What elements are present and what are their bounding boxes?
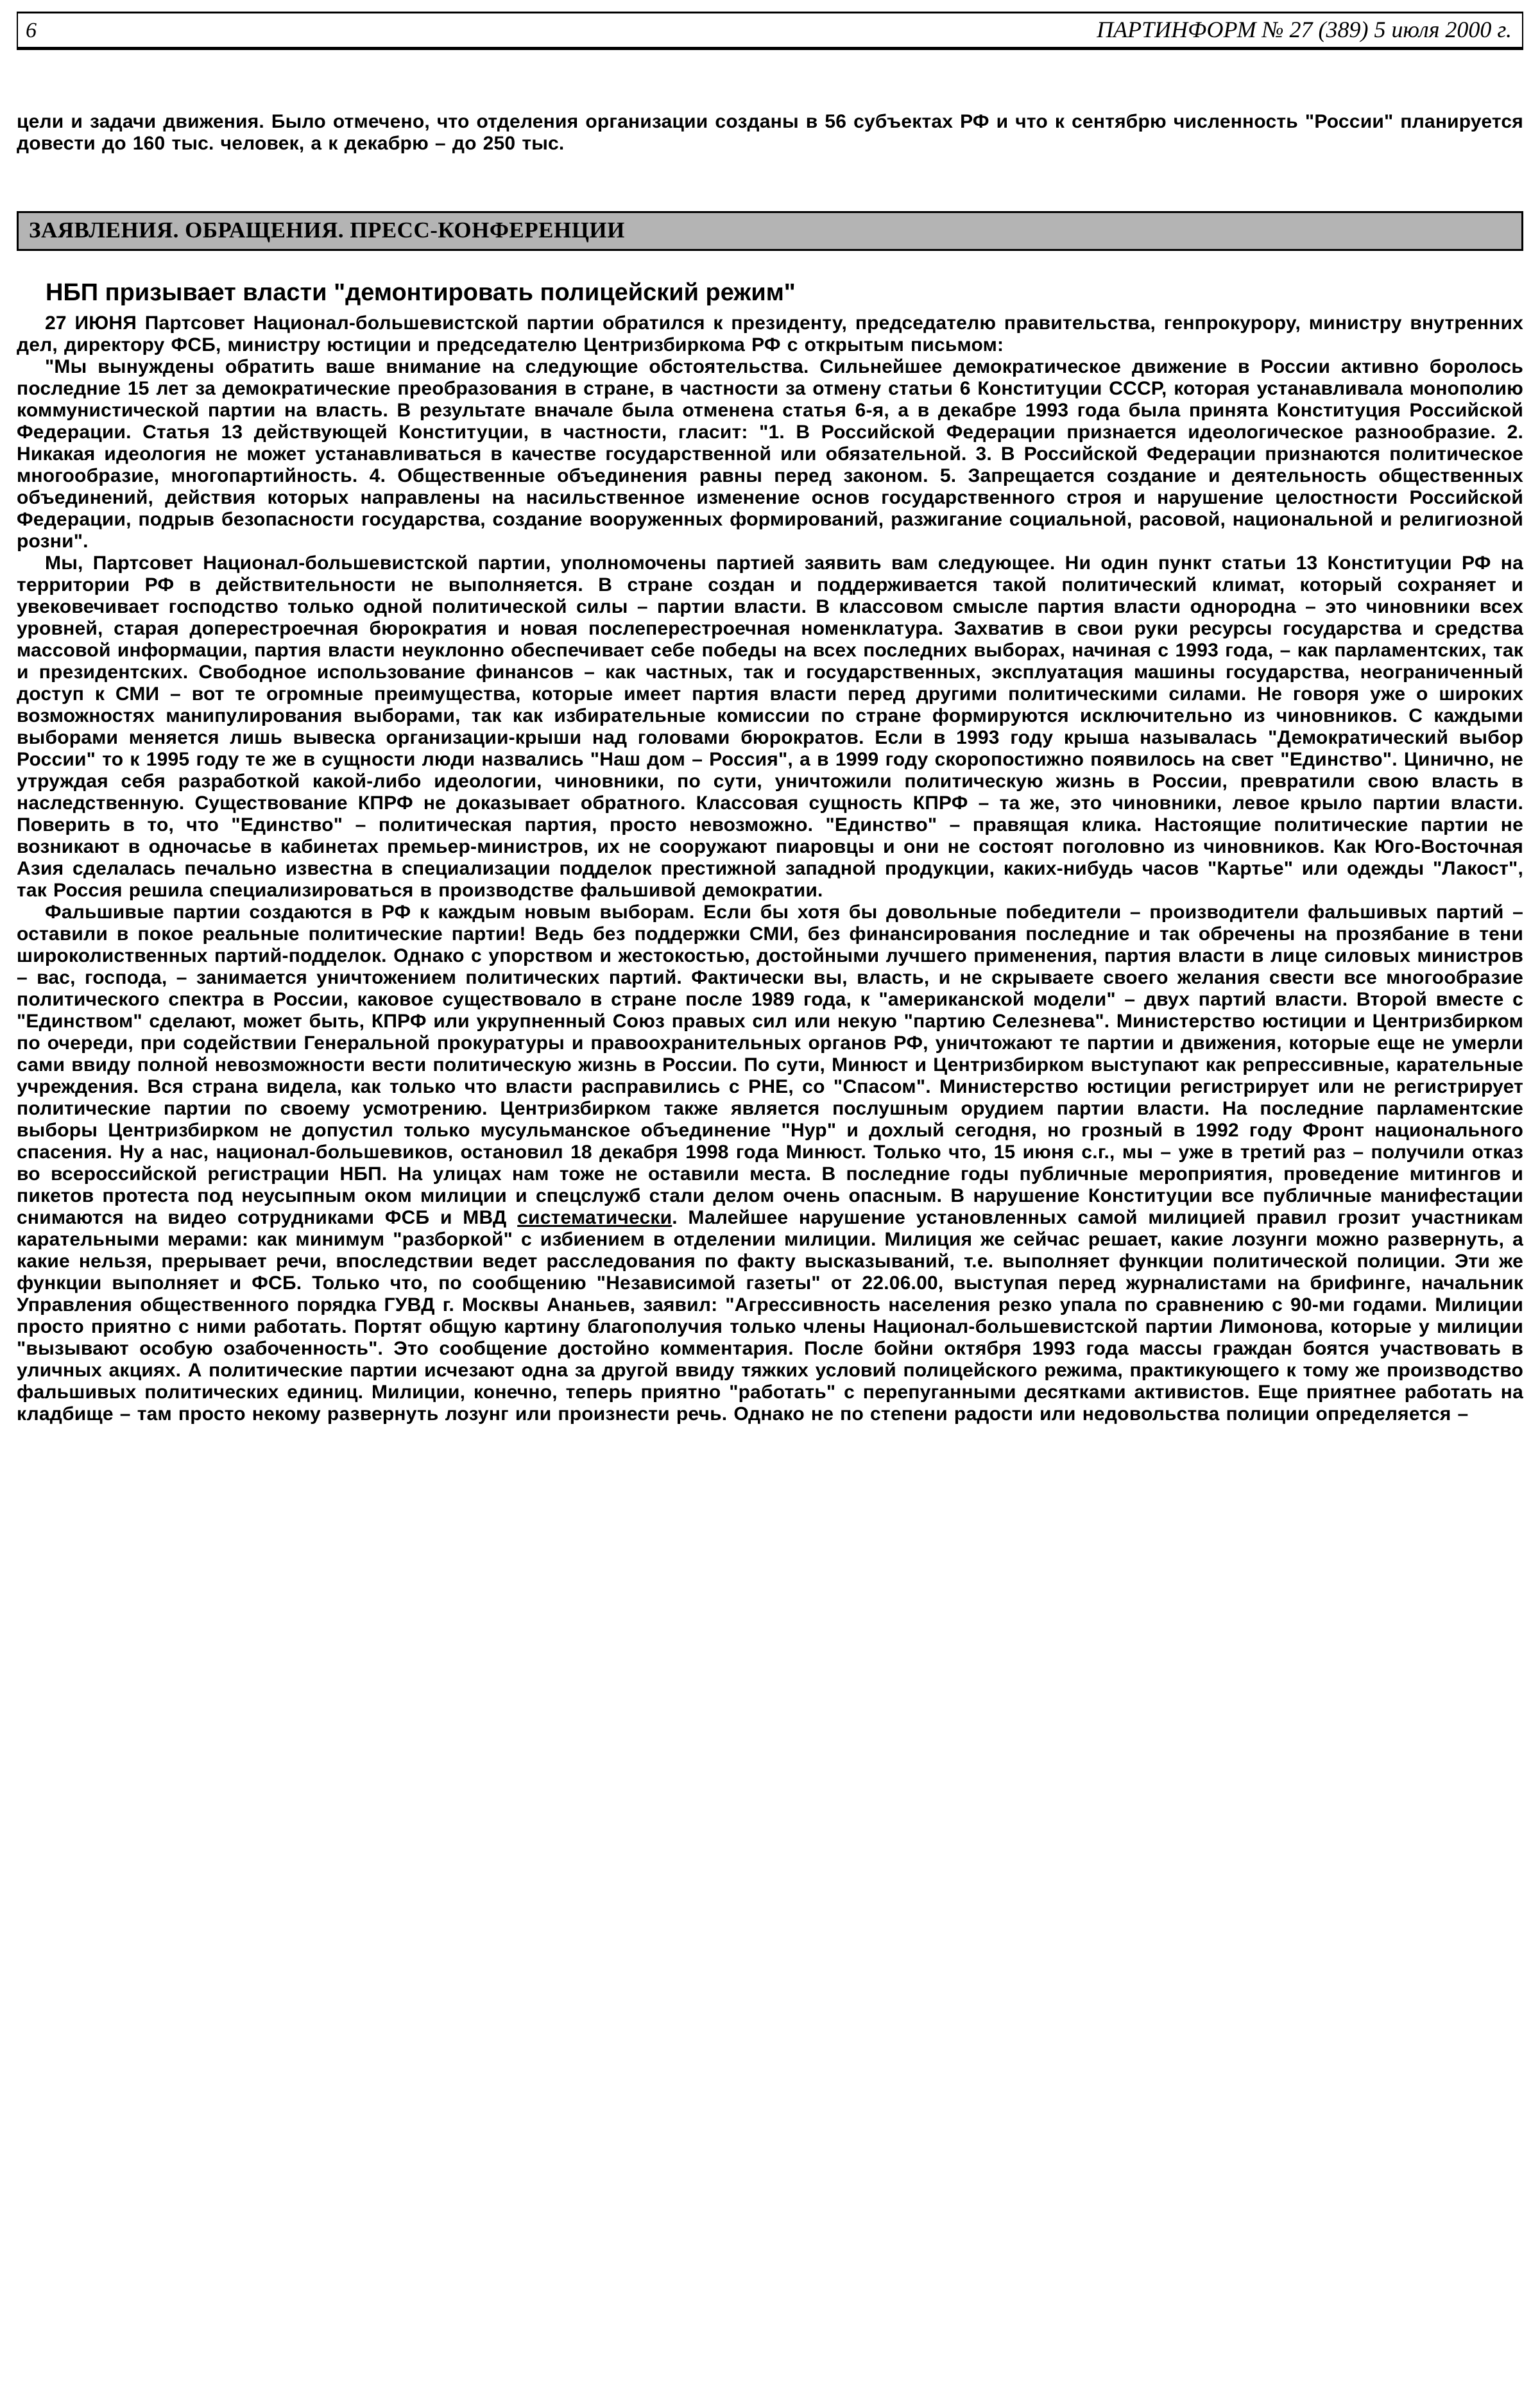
article-headline: НБП призывает власти "демонтировать полицейский режим" xyxy=(46,279,796,306)
page-number: 6 xyxy=(26,19,37,42)
article-paragraph xyxy=(17,313,1523,356)
paragraph-text: Мы, Партсовет Национал-большевистской партии, уполномочены партией заявить вам следующее. Ни один пункт статьи 13 Конституции РФ на территории РФ в действительности не выполняется. В стране создан и поддерживается такой политический климат, который сохраняет и увековечивает господство только одной политической силы – партии власти. В классовом смысле партия власти однородна – это чиновники всех уровней, старая доперестроечная бюрократия и новая послеперестроечная номенклатура. Захватив в свои руки ресурсы государства и средства массовой информации, партия власти неуклонно обеспечивает себе победы на всех последних выборах, начиная с 1993 года, – как парламентских, так и президентских. Свободное использование финансов – как частных, так и государственных, эксплуатация машины государства, неограниченный доступ к СМИ – вот те огромные преимущества, которые имеет партия власти перед другими политическими силами. Не говоря уже о широких возможностях манипулирования выборами, так как избирательные комиссии по стране формируются исключительно из чиновников. С каждыми выборами меняется лишь вывеска организации-крыши над головами бюрократов. Если в 1993 году крыша называлась "Демократический выбор России" то к 1995 году те же в сущности люди назвались "Наш дом – Россия", а в 1999 году скоропостижно появилось на свет "Единство". Цинично, не утруждая себя разработкой какой-либо идеологии, чиновники, по сути, уничтожили политическую жизнь в России, превратили свою власть в наследственную. Существование КПРФ не доказывает обратного. Классовая сущность КПРФ – та же, это чиновники, левое крыло партии власти. Поверить в то, что "Единство" – политическая партия, просто невозможно. "Единство" – правящая клика. Настоящие политические партии не возникают в одночасье в кабинетах премьер-министров, их не сооружают пиаровцы и они не состоят поголовно из чиновников. Как Юго-Восточная Азия сделалась печально известна в специализации подделок престижной западной продукции, каких-нибудь часов "Картье" или одежды "Лакост", так Россия решила специализироваться в производстве фальшивой демократии. xyxy=(17,553,1523,901)
paragraph-text: Фальшивые партии создаются в РФ к каждым новым выборам. Если бы хотя бы довольные победители – производители фальшивых партий – оставили в покое реальные политические партии! Ведь без поддержки СМИ, без финансирования последние и так обречены на прозябание в тени широколиственных партий-подделок. Однако с упорством и жестокостью, достойными лучшего применения, партия власти в лице силовых министров – вас, господа, – занимается уничтожением политических партий. Фактически вы, власть, и не скрываете своего желания свести все многообразие политического спектра в России, каковое существовало в стране после 1989 года, к "американской модели" – двух партий власти. Второй вместе с "Единством" сделают, может быть, КПРФ или укрупненный Союз правых сил или некую "партию Селезнева". Министерство юстиции и Центризбирком по очереди, при содействии Генеральной прокуратуры и правоохранительных органов РФ, уничтожают те партии и движения, которые еще не умерли сами ввиду полной невозможности вести политическую жизнь в России. По сути, Минюст и Центризбирком выступают как репрессивные, карательные учреждения. Вся страна видела, как только что власти расправились с РНЕ, со "Спасом". Министерство юстиции регистрирует или не регистрирует политические партии по своему усмотрению. Центризбирком также является послушным орудием партии власти. На последние парламентские выборы Центризбирком не допустил только мусульманское объединение "Нур" и дохлый сегодня, но грозный в 1992 году Фронт национального спасения. Ну а нас, национал-большевиков, остановил 18 декабря 1998 года Минюст. Только что, 15 июня с.г., мы – уже в третий раз – получили отказ во всероссийской регистрации НБП. На улицах нам тоже не оставили места. В последние годы публичные мероприятия, проведение митингов и пикетов протеста под неусыпным оком милиции и спецслужб стали делом очень опасным. В нарушение Конституции все публичные манифестации снимаются на видео сотрудниками ФСБ и МВД xyxy=(17,902,1523,1228)
section-header-bar xyxy=(17,211,1523,251)
article-paragraph xyxy=(17,356,1523,553)
paragraph-text: . Малейшее нарушение установленных самой милицией правил грозит участникам карательными мерами: как минимум "разборкой" с избиением в отделении милиции. Милиция же сейчас решает, какие лозунги можно развернуть, а какие нельзя, прерывает речи, впоследствии ведет расследования по факту высказываний, т.е. выполняет функции политической полиции. Эти же функции выполняет и ФСБ. Только что, по сообщению "Независимой газеты" от 22.06.00, выступая перед журналистами на брифинге, начальник Управления общественного порядка ГУВД г. Москвы Ананьев, заявил: "Агрессивность населения резко упала по сравнению с 90-ми годами. Милиции просто приятно с ними работать. Портят общую картину благополучия только члены Национал-большевистской партии Лимонова, которые у милиции "вызывают особую озабоченность". Это сообщение достойно комментария. После бойни октября 1993 года массы граждан боятся участвовать в уличных акциях. А политические партии исчезают одна за другой ввиду тяжких условий полицейского режима, практикующего к тому же производство фальшивых политических единиц. Милиции, конечно, теперь приятно "работать" с перепуганными десятками активистов. Еще приятнее работать на кладбище – там просто некому развернуть лозунг или произнести речь. Однако не по степени радости или недовольства полиции определяется – xyxy=(17,1207,1523,1425)
section-title: ЗАЯВЛЕНИЯ. ОБРАЩЕНИЯ. ПРЕСС-КОНФЕРЕНЦИИ xyxy=(29,218,625,243)
article-paragraph xyxy=(17,553,1523,902)
underlined-text: систематически xyxy=(517,1207,672,1228)
article-body xyxy=(17,313,1523,1425)
paragraph-text: "Мы вынуждены обратить ваше внимание на следующие обстоятельства. Сильнейшее демократическое движение в России активно боролось последние 15 лет за демократические преобразования в стране, в частности за отмену статьи 6 Конституции СССР, которая устанавливала монополию коммунистической партии на власть. В результате вначале была отменена статья 6-я, а в декабре 1993 года была принята Конституция Российской Федерации. Статья 13 действующей Конституции, в частности, гласит: "1. В Российской Федерации признается идеологическое разнообразие. 2. Никакая идеология не может устанавливаться в качестве государственной или обязательной. 3. В Российской Федерации признаются политическое многообразие, многопартийность. 4. Общественные объединения равны перед законом. 5. Запрещается создание и деятельность общественных объединений, действия которых направлены на насильственное изменение основ государственного строя и нарушение целостности Российской Федерации, подрыв безопасности государства, создание вооруженных формирований, разжигание социальной, расовой, национальной и религиозной розни". xyxy=(17,356,1523,552)
page-header xyxy=(17,12,1523,50)
page-content xyxy=(17,111,1523,1425)
paragraph-text: 27 ИЮНЯ Партсовет Национал-большевистской партии обратился к президенту, председателю правительства, генпрокурору, министру внутренних дел, директору ФСБ, министру юстиции и председателю Центризбиркома РФ с открытым письмом: xyxy=(17,313,1523,356)
intro-paragraph: цели и задачи движения. Было отмечено, что отделения организации созданы в 56 субъектах РФ и что к сентябрю численность "России" планируется довести до 160 тыс. человек, а к декабрю – до 250 тыс. xyxy=(17,111,1523,154)
article-paragraph xyxy=(17,902,1523,1425)
newsletter-title: ПАРТИНФОРМ № 27 (389) 5 июля 2000 г. xyxy=(1097,17,1512,42)
